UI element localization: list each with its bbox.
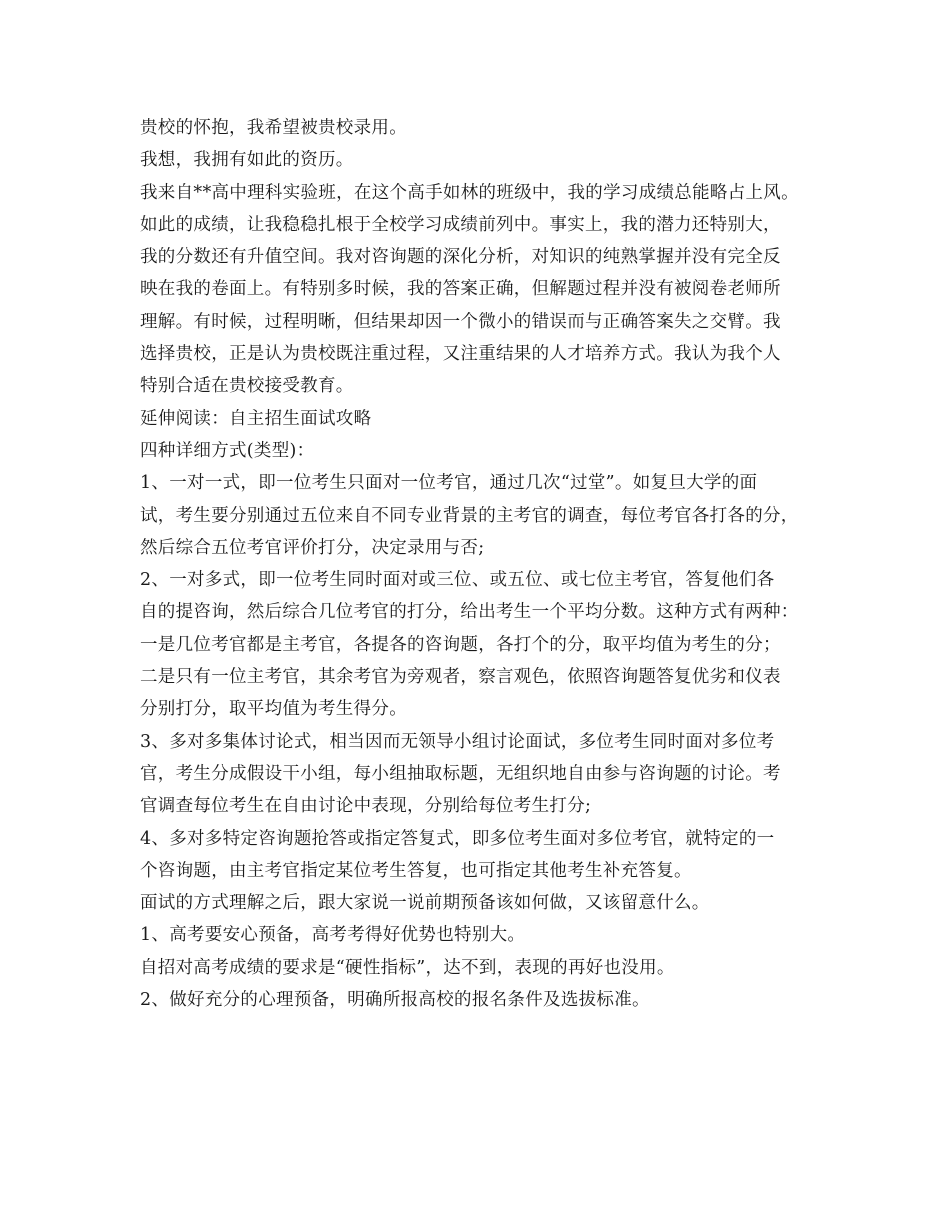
text-line: 分别打分，取平均值为考生得分。 [140, 699, 407, 720]
text-line: 我的分数还有升值空间。我对咨询题的深化分析，对知识的纯熟掌握并没有完全反 [140, 247, 781, 268]
text-line: 贵校的怀抱，我希望被贵校录用。 [140, 118, 407, 138]
text-line: 个咨询题，由主考官指定某位考生答复，也可指定其他考生补充答复。 [140, 860, 692, 881]
tip-item-1: 1、高考要安心预备，高考考得好优势也特别大。 [140, 925, 526, 946]
text-line: 自的提咨询，然后综合几位考官的打分，给出考生一个平均分数。这种方式有两种： [140, 602, 799, 623]
text-line: 选择贵校，正是认为贵校既注重过程，又注重结果的人才培养方式。我认为我个人 [140, 344, 781, 365]
text-line: 面试的方式理解之后，跟大家说一说前期预备该如何做，又该留意什么。 [140, 893, 710, 914]
text-line: 理解。有时候，过程明晰，但结果却因一个微小的错误而与正确答案失之交臂。我 [140, 311, 781, 332]
text-line: 二是只有一位主考官，其余考官为旁观者，察言观色，依照咨询题答复优劣和仪表 [140, 667, 781, 688]
text-line: 如此的成绩，让我稳稳扎根于全校学习成绩前列中。事实上，我的潜力还特别大， [140, 214, 781, 235]
list-item-4: 4、多对多特定咨询题抢答或指定答复式，即多位考生面对多位考官，就特定的一 [140, 828, 775, 849]
list-item-3: 3、多对多集体讨论式，相当因而无领导小组讨论面试，多位考生同时面对多位考 [140, 731, 775, 752]
text-line: 我来自**高中理科实验班，在这个高手如林的班级中，我的学习成绩总能略占上风。 [140, 182, 799, 203]
text-line: 一是几位考官都是主考官，各提各的咨询题，各打个的分，取平均值为考生的分； [140, 634, 781, 655]
list-item-2: 2、一对多式，即一位考生同时面对或三位、或五位、或七位主考官，答复他们各 [140, 570, 775, 591]
text-line: 官调查每位考生在自由讨论中表现，分别给每位考生打分; [140, 796, 592, 817]
text-line: 映在我的卷面上。有特别多时候，我的答案正确，但解题过程并没有被阅卷老师所 [140, 279, 781, 300]
text-line: 特别合适在贵校接受教育。 [140, 376, 354, 397]
text-line: 我想，我拥有如此的资历。 [140, 150, 354, 171]
text-line: 自招对高考成绩的要求是“硬性指标”，达不到，表现的再好也没用。 [140, 957, 675, 978]
subheading-four-types: 四种详细方式(类型)： [140, 440, 315, 461]
document-body [140, 112, 830, 1016]
text-line: 试，考生要分别通过五位来自不同专业背景的主考官的调查，每位考官各打各的分， [140, 505, 799, 526]
text-line: 然后综合五位考官评价打分，决定录用与否; [140, 537, 485, 558]
list-item-1: 1、一对一式，即一位考生只面对一位考官，通过几次“过堂”。如复旦大学的面 [140, 473, 758, 494]
text-line: 官，考生分成假设干小组，每小组抽取标题，无组织地自由参与咨询题的讨论。考 [140, 763, 781, 784]
section-heading-extended-reading: 延伸阅读：自主招生面试攻略 [140, 408, 372, 429]
tip-item-2: 2、做好充分的心理预备，明确所报高校的报名条件及选拔标准。 [140, 990, 650, 1011]
